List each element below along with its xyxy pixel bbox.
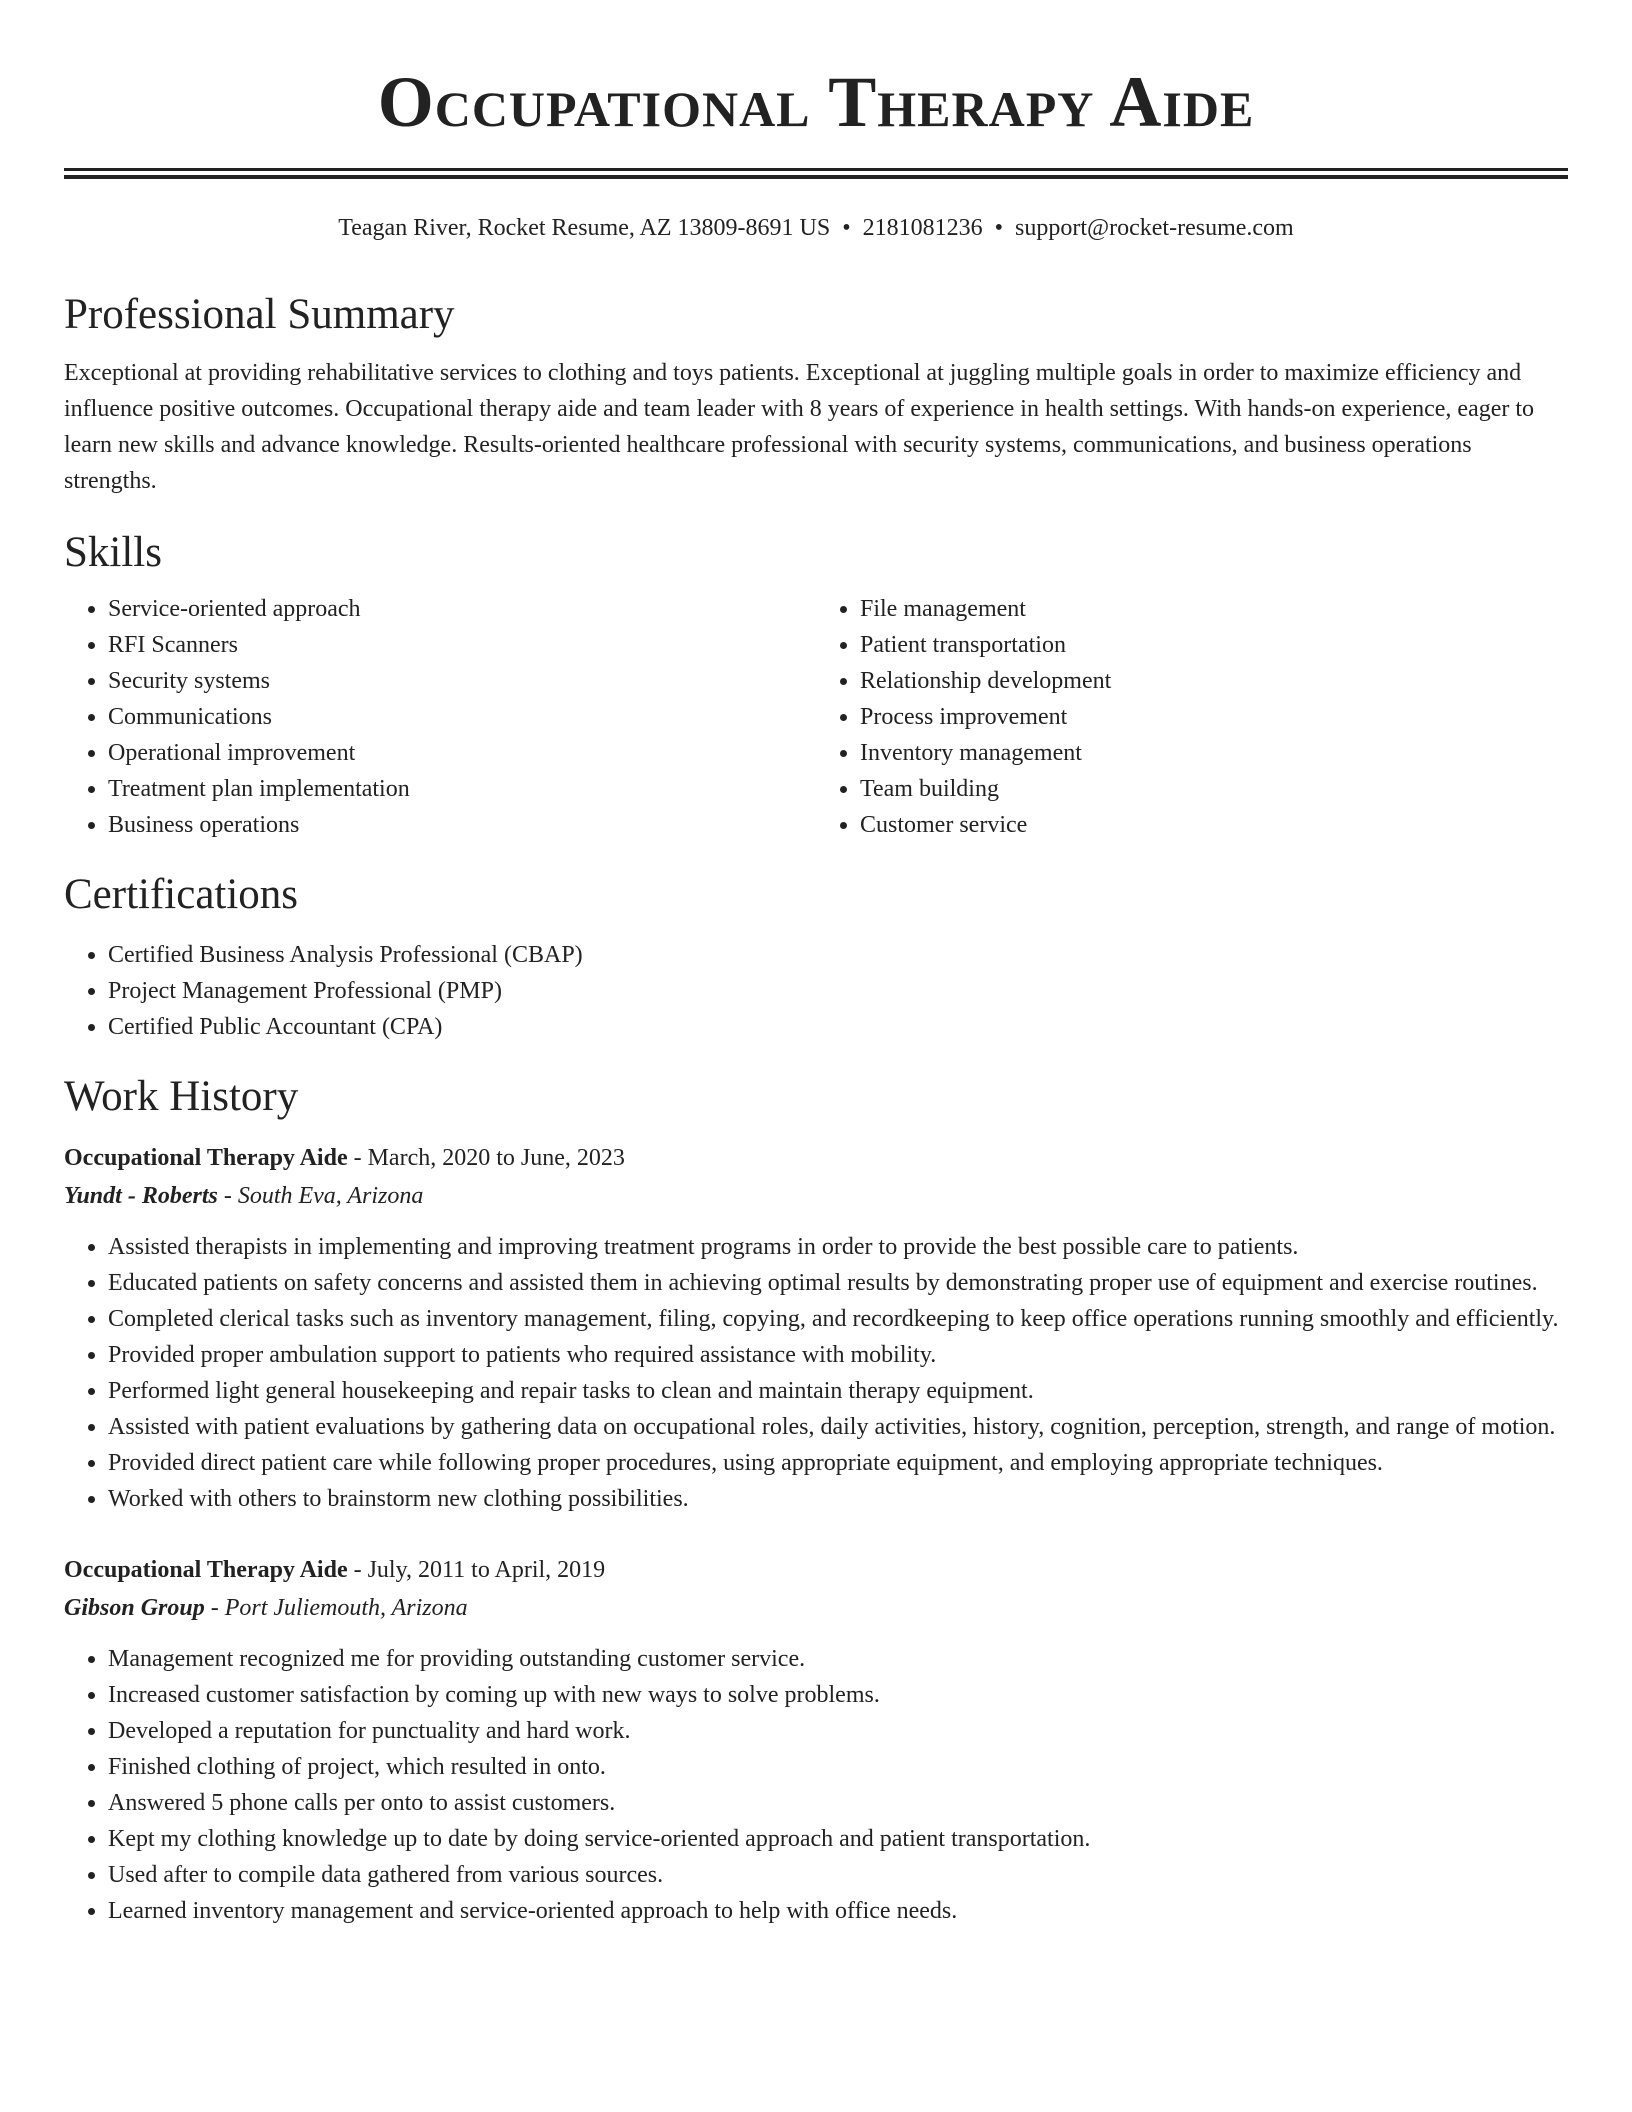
- certifications-list: [64, 937, 1568, 1045]
- skill-item: • Relationship development: [860, 663, 1568, 699]
- certification-item: • Project Management Professional (PMP): [108, 973, 1568, 1009]
- job-title: Occupational Therapy Aide: [64, 1557, 348, 1583]
- certification-item: • Certified Public Accountant (CPA): [108, 1009, 1568, 1045]
- job-bullet: • Educated patients on safety concerns and assisted them in achieving optimal results by demonstrating proper use of equipment and exercise routines.: [108, 1265, 1568, 1301]
- job-bullet: • Provided direct patient care while following proper procedures, using appropriate equipment, and employing appropriate techniques.: [108, 1445, 1568, 1481]
- skill-item: • Communications: [108, 699, 816, 735]
- job-bullets: [64, 1641, 1568, 1929]
- skill-item: • Process improvement: [860, 699, 1568, 735]
- contact-phone: 2181081236: [862, 215, 983, 241]
- skill-item: • Customer service: [860, 807, 1568, 843]
- skill-item: • Patient transportation: [860, 627, 1568, 663]
- skill-item: • Treatment plan implementation: [108, 771, 816, 807]
- job-bullet: • Management recognized me for providing outstanding customer service.: [108, 1641, 1568, 1677]
- job-bullet: • Worked with others to brainstorm new clothing possibilities.: [108, 1481, 1568, 1517]
- skill-item: • Team building: [860, 771, 1568, 807]
- contact-address: Teagan River, Rocket Resume, AZ 13809-8691 US: [338, 215, 831, 241]
- job-bullet: • Assisted with patient evaluations by gathering data on occupational roles, daily activities, history, cognition, perception, strength, and range of motion.: [108, 1409, 1568, 1445]
- skill-item: • RFI Scanners: [108, 627, 816, 663]
- skill-item: • Operational improvement: [108, 735, 816, 771]
- job-bullet: • Finished clothing of project, which resulted in onto.: [108, 1749, 1568, 1785]
- contact-separator: •: [842, 215, 851, 241]
- skills-columns: [64, 591, 1568, 843]
- job-entry: [64, 1551, 1568, 1929]
- job-title-line: [64, 1551, 1568, 1589]
- certification-item: • Certified Business Analysis Professional (CBAP): [108, 937, 1568, 973]
- job-bullet: • Performed light general housekeeping and repair tasks to clean and maintain therapy equipment.: [108, 1373, 1568, 1409]
- job-company-line: [64, 1589, 1568, 1627]
- summary-text: Exceptional at providing rehabilitative services to clothing and toys patients. Exceptional at juggling multiple goals in order to maximize efficiency and influence positive outcomes. Occupational therapy aide and team leader with 8 years of experience in health settings. With hands-on experience, eager to learn new skills and advance knowledge. Results-oriented healthcare professional with security systems, communications, and business operations strengths.: [64, 360, 1535, 494]
- skills-heading: Skills: [64, 529, 162, 576]
- skills-left-list: [64, 591, 816, 843]
- job-dates: - July, 2011 to April, 2019: [347, 1557, 606, 1583]
- skill-item: • Inventory management: [860, 735, 1568, 771]
- skills-right-list: [816, 591, 1568, 843]
- title-double-rule: [64, 168, 1568, 179]
- job-company: Yundt - Roberts: [64, 1183, 218, 1209]
- work-history-heading: Work History: [64, 1073, 299, 1120]
- skill-item: • Security systems: [108, 663, 816, 699]
- certifications-heading: Certifications: [64, 871, 299, 918]
- job-header: [64, 1139, 1568, 1215]
- job-company-line: [64, 1177, 1568, 1215]
- skill-item: • Service-oriented approach: [108, 591, 816, 627]
- job-bullet: • Increased customer satisfaction by coming up with new ways to solve problems.: [108, 1677, 1568, 1713]
- job-bullet: • Learned inventory management and service-oriented approach to help with office needs.: [108, 1893, 1568, 1929]
- skill-item: • Business operations: [108, 807, 816, 843]
- job-title: Occupational Therapy Aide: [64, 1145, 348, 1171]
- job-location: - South Eva, Arizona: [217, 1183, 424, 1209]
- contact-separator: •: [994, 215, 1004, 241]
- resume-title: Occupational Therapy Aide: [377, 62, 1255, 142]
- contact-email: support@rocket-resume.com: [1015, 215, 1294, 241]
- skill-item: • File management: [860, 591, 1568, 627]
- job-bullet: • Answered 5 phone calls per onto to assist customers.: [108, 1785, 1568, 1821]
- job-location: - Port Juliemouth, Arizona: [204, 1595, 468, 1621]
- job-bullet: • Kept my clothing knowledge up to date by doing service-oriented approach and patient transportation.: [108, 1821, 1568, 1857]
- job-bullet: • Developed a reputation for punctuality and hard work.: [108, 1713, 1568, 1749]
- contact-line: [64, 213, 1568, 243]
- summary-heading: Professional Summary: [64, 291, 455, 338]
- job-title-line: [64, 1139, 1568, 1177]
- job-header: [64, 1551, 1568, 1627]
- job-bullet: • Completed clerical tasks such as inventory management, filing, copying, and recordkeeping to keep office operations running smoothly and efficiently.: [108, 1301, 1568, 1337]
- job-entry: [64, 1139, 1568, 1517]
- job-bullet: • Provided proper ambulation support to patients who required assistance with mobility.: [108, 1337, 1568, 1373]
- job-bullets: [64, 1229, 1568, 1517]
- job-company: Gibson Group: [64, 1595, 205, 1621]
- job-bullet: • Assisted therapists in implementing and improving treatment programs in order to provide the best possible care to patients.: [108, 1229, 1568, 1265]
- job-dates: - March, 2020 to June, 2023: [347, 1145, 625, 1171]
- job-bullet: • Used after to compile data gathered from various sources.: [108, 1857, 1568, 1893]
